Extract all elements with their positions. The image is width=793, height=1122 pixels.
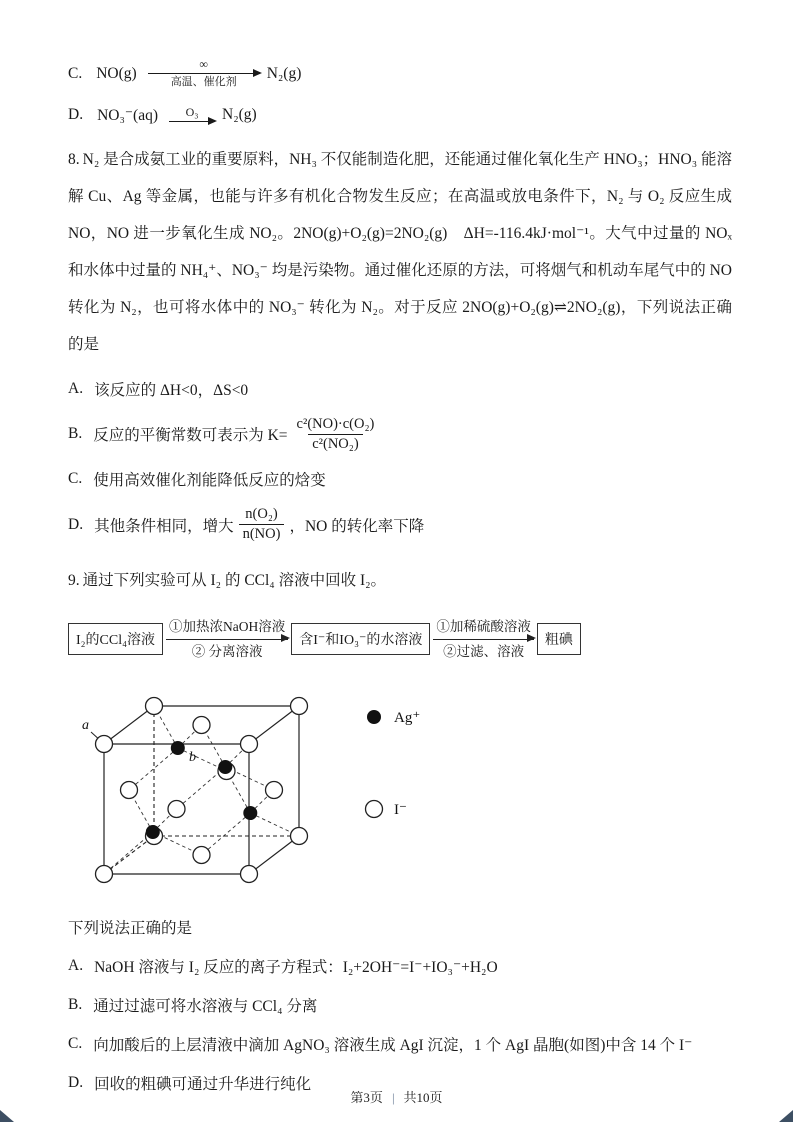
option-label: A. <box>68 379 84 397</box>
flow-arrow-1 <box>166 617 288 661</box>
question-number: 8. <box>68 150 80 168</box>
product-formula: N₂(g) <box>266 64 302 82</box>
agi-unit-cell-figure <box>74 669 732 908</box>
option-text: 该反应的 ΔH<0，ΔS<0 <box>94 381 249 399</box>
arrow-condition-above: O₃ <box>185 104 199 119</box>
legend-iodide-icon <box>366 801 383 818</box>
option-label: C. <box>68 470 83 488</box>
flow-box-aqueous-solution: 含I⁻和IO₃⁻的水溶液 <box>291 623 430 655</box>
option-text-suffix: ，NO 的转化率下降 <box>289 517 425 535</box>
q9-stem: 下列说法正确的是 <box>68 920 193 938</box>
option-label: C. <box>68 64 83 82</box>
arrow-shaft <box>148 73 260 74</box>
flow-box-ccl4-solution: I₂的CCl₄溶液 <box>68 623 163 655</box>
reactant-formula: NO₃⁻(aq) <box>97 106 159 124</box>
fraction-numerator: n(O₂) <box>245 506 278 523</box>
flow-box-crude-iodine: 粗碘 <box>537 623 581 655</box>
atom-label-b: b <box>189 750 196 766</box>
option-label: D. <box>68 1074 84 1092</box>
option-text: 其他条件相同，增大 <box>94 517 234 535</box>
flow-arrow-2 <box>433 617 534 661</box>
option-label: D. <box>68 515 84 533</box>
legend-iodide-label: I⁻ <box>394 802 407 819</box>
option-label: D. <box>68 106 84 124</box>
fraction-denominator: c²(NO₂) <box>308 434 362 454</box>
question-8-body <box>68 141 732 363</box>
q9-option-b <box>68 994 732 1016</box>
option-text: 回收的粗碘可通过升华进行纯化 <box>94 1076 312 1094</box>
option-text: 使用高效催化剂能降低反应的焓变 <box>93 472 326 490</box>
question-text: N₂ 是合成氨工业的重要原料，NH₃ 不仅能制造化肥，还能通过催化氧化生产 HNO₃；HNO₃ 能溶解 Cu、Ag 等金属，也能与许多有机化合物发生反应；在高温或放电条件下，N₂ 与 O₂ 反应生成 NO，NO 进一步氧化生成 NO₂。2NO(g)+O₂(g)=2NO₂(g) ΔH=-116.4kJ·mol⁻¹。大气中过量的 NOₓ 和水体中过量的 NH₄⁺、NO₃⁻ 均是污染物。通过催化还原的方法，可将烟气和机动车尾气中的 NO 转化为 N₂，也可将水体中的 NO₃⁻ 转化为 N₂。对于反应 2NO(g)+O₂(g)⇌2NO₂(g)，下列说法正确的是 <box>68 150 732 353</box>
question-number: 9. <box>68 572 80 590</box>
flow-step-2b: ②过滤、溶液 <box>443 643 525 659</box>
q8-option-c <box>68 468 732 490</box>
option-text: 反应的平衡常数可表示为 K= <box>93 427 288 445</box>
option-label: A. <box>68 957 84 975</box>
q8-option-d <box>68 505 732 544</box>
option-label: B. <box>68 996 83 1014</box>
page-corner-mark-left <box>0 1110 14 1122</box>
iodide-ion-sites <box>96 698 308 883</box>
reaction-arrow <box>169 106 215 124</box>
footer-separator: | <box>391 1090 395 1105</box>
option-label: B. <box>68 425 83 443</box>
option-text: 向加酸后的上层清液中滴加 AgNO₃ 溶液生成 AgI 沉淀，1 个 AgI 晶胞(如图)中含 14 个 I⁻ <box>93 1037 693 1055</box>
arrow-condition-above: ∞ <box>199 57 208 71</box>
option-text: NaOH 溶液与 I₂ 反应的离子方程式：I₂+2OH⁻=I⁻+IO₃⁻+H₂O <box>94 959 498 977</box>
q9-option-a <box>68 955 732 977</box>
flow-step-1b: ② 分离溶液 <box>191 643 263 659</box>
product-formula: N₂(g) <box>222 106 257 124</box>
silver-ion-sites <box>146 741 257 839</box>
q8-option-b <box>68 415 732 454</box>
fraction-numerator: c²(NO)·c(O₂) <box>296 415 375 432</box>
question-text: 通过下列实验可从 I₂ 的 CCl₄ 溶液中回收 I₂。 <box>82 572 387 590</box>
iodine-recovery-flow-diagram <box>68 617 732 661</box>
page-corner-mark-right <box>779 1110 793 1122</box>
equilibrium-constant-fraction <box>293 415 379 454</box>
agi-unit-cell-diagram <box>74 669 504 903</box>
option-label: C. <box>68 1035 83 1053</box>
arrow-condition-below: 高温、催化剂 <box>170 76 237 89</box>
reactant-formula: NO(g) <box>96 64 137 82</box>
vertex-label-a: a <box>82 718 89 734</box>
option-text: 通过过滤可将水溶液与 CCl₄ 分离 <box>93 998 318 1016</box>
page-footer <box>0 1087 793 1106</box>
arrow-shaft <box>169 121 215 122</box>
footer-total-pages: 共10页 <box>403 1090 443 1105</box>
footer-page-number: 第3页 <box>350 1090 383 1105</box>
flow-step-1a: ①加热浓NaOH溶液 <box>169 619 286 635</box>
flow-step-2a: ①加稀硫酸溶液 <box>436 619 531 635</box>
arrow-shaft <box>166 639 288 640</box>
fraction-denominator: n(NO) <box>239 524 285 544</box>
reaction-arrow <box>148 58 260 90</box>
question-9-intro <box>68 562 732 599</box>
q8-option-a <box>68 378 732 400</box>
q9-options <box>68 955 732 1094</box>
legend-silver-icon <box>367 710 381 724</box>
option-d-row <box>68 106 732 125</box>
option-c-row <box>68 58 732 90</box>
arrow-shaft <box>433 639 534 640</box>
page-content <box>68 58 732 1111</box>
mole-ratio-fraction <box>239 505 285 544</box>
q9-option-c <box>68 1033 732 1055</box>
legend-silver-label: Ag⁺ <box>394 710 421 727</box>
figure-legend <box>366 710 421 818</box>
